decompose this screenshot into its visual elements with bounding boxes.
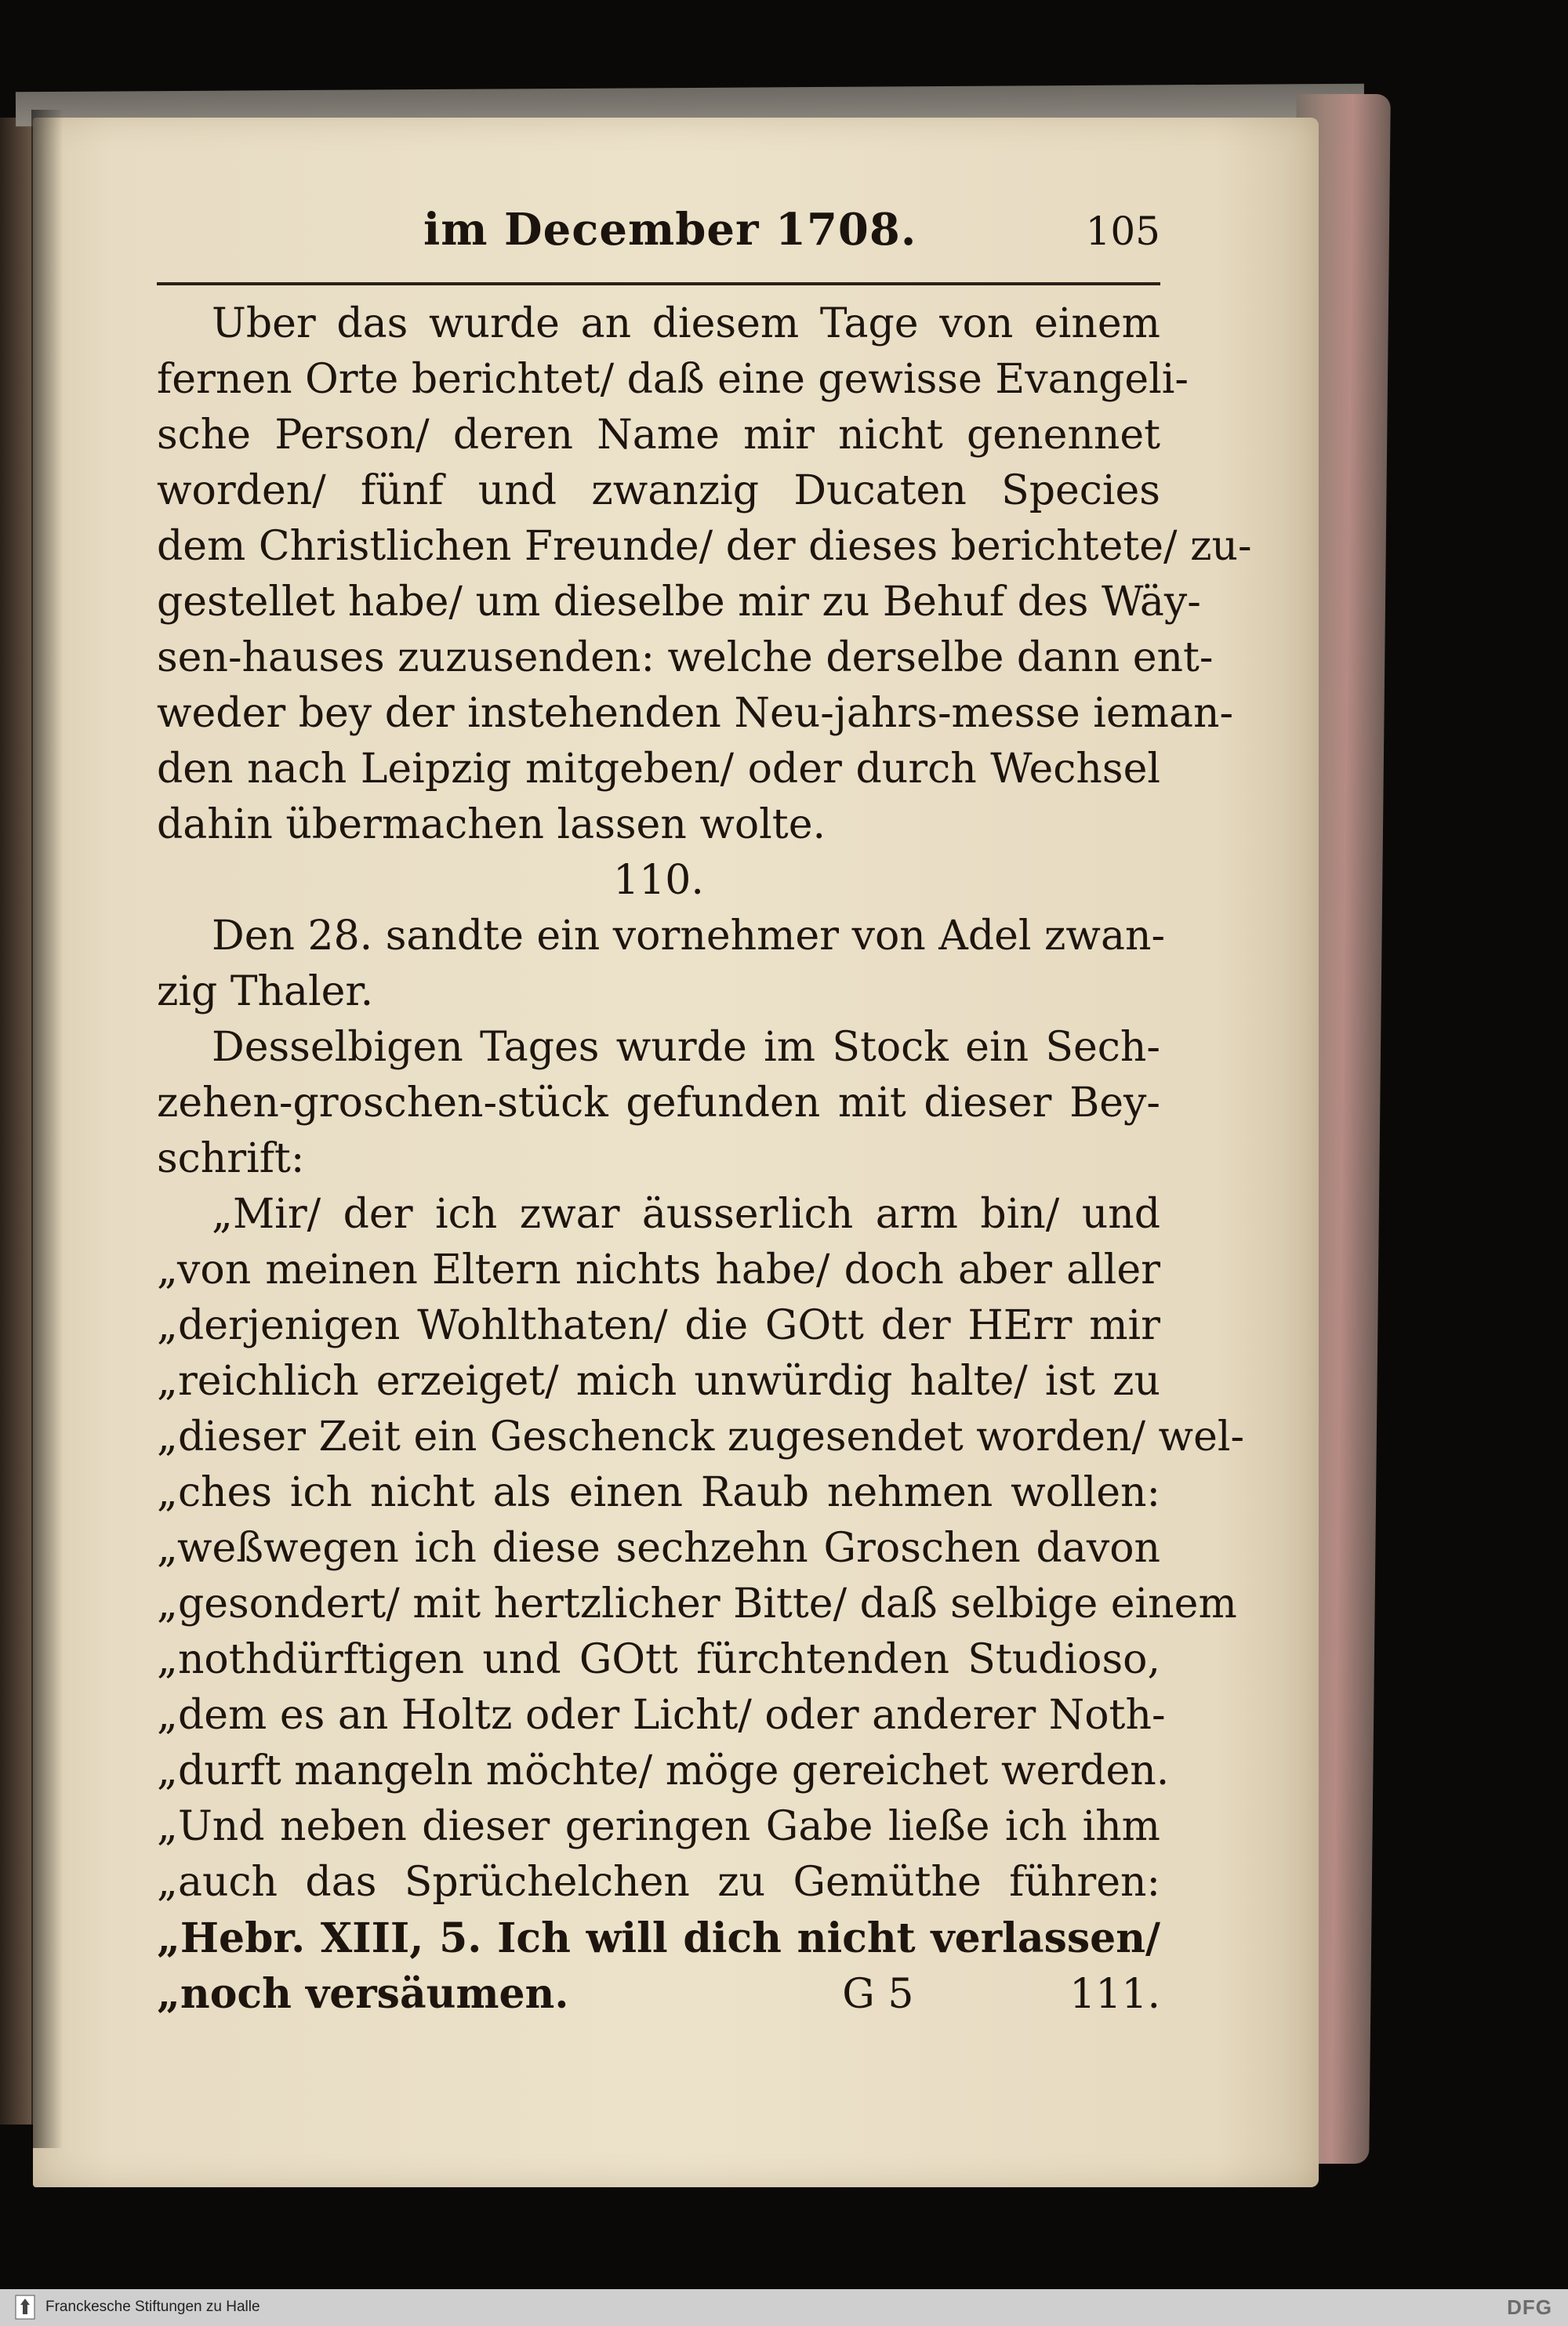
quote-line: „dieser Zeit ein Geschenck zugesendet worden/ wel- bbox=[157, 1413, 1245, 1461]
footer-credit: Franckesche Stiftungen zu Halle bbox=[45, 2299, 260, 2315]
quote-line: „nothdürftigen und GOtt fürchtenden Studioso, bbox=[157, 1636, 1160, 1683]
section-number: 110. bbox=[613, 857, 704, 904]
text-line: Uber das wurde an diesem Tage von einem bbox=[212, 300, 1160, 347]
quote-line: „Und neben dieser geringen Gabe ließe ich ihm bbox=[157, 1803, 1160, 1850]
header-rule bbox=[157, 282, 1160, 285]
quote-line: „dem es an Holtz oder Licht/ oder anderer Noth- bbox=[157, 1692, 1166, 1739]
text-line: Desselbigen Tages wurde im Stock ein Sech- bbox=[212, 1024, 1160, 1071]
quote-line: „derjenigen Wohlthaten/ die GOtt der HErr mir bbox=[157, 1302, 1160, 1349]
catchword: 111. bbox=[1069, 1971, 1160, 2018]
gutter-shadow bbox=[31, 110, 63, 2148]
text-line: worden/ fünf und zwanzig Ducaten Species bbox=[157, 467, 1160, 514]
text-line: zehen-groschen-stück gefunden mit dieser Bey- bbox=[157, 1080, 1160, 1127]
quote-line: „weßwegen ich diese sechzehn Groschen davon bbox=[157, 1525, 1160, 1572]
text-line: gestellet habe/ um dieselbe mir zu Behuf des Wäy- bbox=[157, 579, 1201, 626]
quote-line: „reichlich erzeiget/ mich unwürdig halte/ ist zu bbox=[157, 1358, 1160, 1405]
quote-line: „gesondert/ mit hertzlicher Bitte/ daß selbige einem bbox=[157, 1580, 1237, 1627]
text-line: fernen Orte berichtet/ daß eine gewisse Evangeli- bbox=[157, 356, 1189, 403]
text-line: weder bey der instehenden Neu-jahrs-messe ieman- bbox=[157, 690, 1234, 737]
text-line: Den 28. sandte ein vornehmer von Adel zwan- bbox=[212, 913, 1166, 960]
quote-line: „Mir/ der ich zwar äusserlich arm bin/ und bbox=[212, 1191, 1160, 1238]
page-header bbox=[157, 204, 1160, 274]
quote-line: „auch das Sprüchelchen zu Gemüthe führen: bbox=[157, 1859, 1160, 1906]
signature-mark: G 5 bbox=[842, 1971, 914, 2018]
text-line: sen-hauses zuzusenden: welche derselbe dann ent- bbox=[157, 634, 1214, 681]
text-line: sche Person/ deren Name mir nicht genennet bbox=[157, 412, 1160, 459]
quote-line: „von meinen Eltern nichts habe/ doch aber aller bbox=[157, 1246, 1160, 1294]
quote-line: „ches ich nicht als einen Raub nehmen wollen: bbox=[157, 1469, 1160, 1516]
text-line: dahin übermachen lassen wolte. bbox=[157, 801, 826, 848]
institution-logo-icon bbox=[14, 2294, 36, 2321]
page-number: 105 bbox=[1085, 209, 1160, 254]
text-line: zig Thaler. bbox=[157, 968, 374, 1015]
dfg-logo: DFG bbox=[1507, 2295, 1552, 2319]
text-line: schrift: bbox=[157, 1135, 305, 1182]
text-line: dem Christlichen Freunde/ der dieses berichtete/ zu- bbox=[157, 523, 1252, 570]
last-quote-line: „noch versäumen. bbox=[157, 1970, 569, 2018]
quote-line: „durft mangeln möchte/ möge gereichet werden. bbox=[157, 1747, 1170, 1794]
running-head: im December 1708. bbox=[423, 204, 917, 256]
quote-line: „Hebr. XIII, 5. Ich will dich nicht verlassen/ bbox=[157, 1914, 1160, 1962]
page-body bbox=[157, 296, 1252, 2022]
viewer-footer bbox=[0, 2289, 1568, 2326]
page-foot-line bbox=[157, 1966, 1160, 2022]
text-line: den nach Leipzig mitgeben/ oder durch Wechsel bbox=[157, 746, 1160, 793]
